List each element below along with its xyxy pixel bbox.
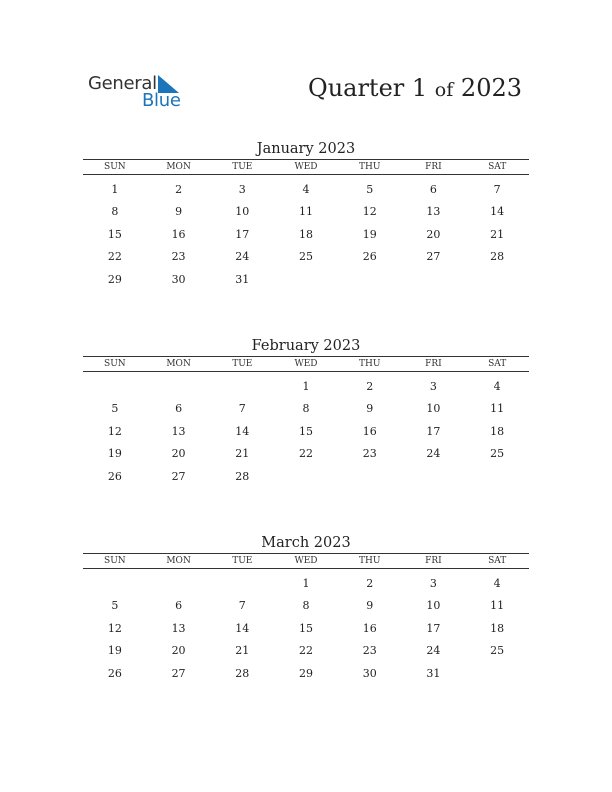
logo	[88, 73, 188, 113]
logo-word-general: General	[88, 73, 157, 94]
weekday-header	[83, 159, 529, 175]
day-cell: 23	[362, 644, 377, 658]
day-cell-empty	[83, 573, 147, 595]
day-cell: 28	[490, 250, 505, 264]
day-cell: 8	[111, 205, 119, 219]
day-cell: 9	[366, 599, 374, 613]
day-cell: 6	[175, 599, 183, 613]
day-cell: 6	[175, 402, 183, 416]
day-cell-empty	[147, 573, 211, 595]
year-label: 2023	[460, 74, 522, 102]
weekday-mon: MON	[166, 556, 191, 566]
day-cell: 22	[107, 250, 122, 264]
day-cell: 12	[107, 621, 122, 635]
day-cell: 24	[426, 447, 441, 461]
day-cell: 7	[238, 402, 246, 416]
day-cell: 28	[235, 666, 250, 680]
day-cell: 16	[362, 621, 377, 635]
day-cell: 18	[298, 227, 313, 241]
weekday-fri: FRI	[425, 359, 442, 369]
day-cell: 15	[298, 621, 313, 635]
page-title	[308, 74, 522, 102]
month-march	[83, 532, 529, 685]
day-cell: 15	[298, 424, 313, 438]
day-cell: 12	[362, 205, 377, 219]
weekday-wed: WED	[294, 556, 318, 566]
day-cell: 13	[426, 205, 441, 219]
day-cell: 17	[426, 424, 441, 438]
day-cell: 31	[235, 272, 250, 286]
day-cell: 17	[426, 621, 441, 635]
day-cell: 24	[235, 250, 250, 264]
day-cell: 19	[107, 447, 122, 461]
day-cell: 4	[493, 380, 501, 393]
day-cell: 2	[366, 380, 374, 393]
day-cell: 11	[298, 205, 313, 219]
day-cell: 13	[171, 621, 186, 635]
day-cell: 20	[171, 447, 186, 461]
day-cell: 29	[298, 666, 313, 680]
day-cell-empty	[83, 376, 147, 398]
month-title: January 2023	[256, 141, 356, 157]
day-cell: 3	[429, 577, 437, 590]
day-cell: 17	[235, 227, 250, 241]
weekday-thu: THU	[359, 556, 381, 566]
day-grid	[83, 573, 529, 685]
day-cell: 14	[235, 424, 250, 438]
day-cell: 27	[171, 469, 186, 483]
weekday-mon: MON	[166, 359, 191, 369]
weekday-fri: FRI	[425, 162, 442, 172]
day-cell: 14	[235, 621, 250, 635]
weekday-thu: THU	[359, 162, 381, 172]
day-cell: 8	[302, 402, 310, 416]
day-cell: 31	[426, 666, 441, 680]
day-cell: 5	[111, 402, 119, 416]
day-grid	[83, 179, 529, 291]
day-cell: 20	[171, 644, 186, 658]
weekday-wed: WED	[294, 162, 318, 172]
day-cell: 27	[426, 250, 441, 264]
day-cell: 7	[238, 599, 246, 613]
day-cell: 27	[171, 666, 186, 680]
quarter-label: Quarter 1	[308, 74, 428, 102]
weekday-header	[83, 553, 529, 569]
day-cell: 9	[366, 402, 374, 416]
day-cell: 18	[490, 621, 505, 635]
day-cell: 20	[426, 227, 441, 241]
weekday-sat: SAT	[488, 359, 507, 369]
day-cell: 26	[107, 469, 122, 483]
weekday-wed: WED	[294, 359, 318, 369]
weekday-header	[83, 356, 529, 372]
day-cell: 29	[107, 272, 122, 286]
weekday-thu: THU	[359, 359, 381, 369]
day-cell: 23	[362, 447, 377, 461]
day-cell: 2	[366, 577, 374, 590]
month-january	[83, 138, 529, 291]
of-label: of	[434, 79, 454, 101]
day-cell: 30	[171, 272, 186, 286]
day-cell: 18	[490, 424, 505, 438]
day-cell-empty	[210, 376, 274, 398]
day-grid	[83, 376, 529, 488]
day-cell: 22	[298, 644, 313, 658]
weekday-sun: SUN	[104, 162, 126, 172]
day-cell: 12	[107, 424, 122, 438]
day-cell: 19	[362, 227, 377, 241]
day-cell: 25	[490, 644, 505, 658]
day-cell: 21	[235, 447, 250, 461]
day-cell: 26	[107, 666, 122, 680]
weekday-sat: SAT	[488, 556, 507, 566]
day-cell: 11	[490, 599, 505, 613]
weekday-mon: MON	[166, 162, 191, 172]
weekday-sat: SAT	[488, 162, 507, 172]
weekday-tue: TUE	[232, 556, 253, 566]
weekday-tue: TUE	[232, 359, 253, 369]
day-cell: 1	[111, 183, 119, 196]
day-cell: 6	[429, 183, 437, 196]
day-cell: 3	[429, 380, 437, 393]
day-cell: 21	[235, 644, 250, 658]
day-cell: 8	[302, 599, 310, 613]
day-cell: 30	[362, 666, 377, 680]
weekday-tue: TUE	[232, 162, 253, 172]
day-cell: 4	[302, 183, 310, 196]
day-cell: 15	[107, 227, 122, 241]
day-cell: 16	[362, 424, 377, 438]
day-cell: 14	[490, 205, 505, 219]
day-cell: 7	[493, 183, 501, 196]
day-cell: 10	[235, 205, 250, 219]
logo-word-blue: Blue	[142, 90, 181, 111]
day-cell-empty	[210, 573, 274, 595]
day-cell: 4	[493, 577, 501, 590]
day-cell: 28	[235, 469, 250, 483]
month-title: March 2023	[261, 535, 351, 551]
month-february	[83, 335, 529, 488]
weekday-fri: FRI	[425, 556, 442, 566]
day-cell: 16	[171, 227, 186, 241]
day-cell: 5	[366, 183, 374, 196]
day-cell: 22	[298, 447, 313, 461]
month-title: February 2023	[251, 338, 361, 354]
day-cell: 2	[175, 183, 183, 196]
day-cell: 1	[302, 380, 310, 393]
day-cell: 9	[175, 205, 183, 219]
day-cell: 3	[238, 183, 246, 196]
day-cell: 10	[426, 599, 441, 613]
weekday-sun: SUN	[104, 359, 126, 369]
day-cell: 25	[490, 447, 505, 461]
day-cell: 26	[362, 250, 377, 264]
weekday-sun: SUN	[104, 556, 126, 566]
day-cell: 10	[426, 402, 441, 416]
day-cell-empty	[147, 376, 211, 398]
day-cell: 1	[302, 577, 310, 590]
day-cell: 25	[298, 250, 313, 264]
day-cell: 13	[171, 424, 186, 438]
day-cell: 19	[107, 644, 122, 658]
day-cell: 11	[490, 402, 505, 416]
day-cell: 23	[171, 250, 186, 264]
day-cell: 21	[490, 227, 505, 241]
day-cell: 24	[426, 644, 441, 658]
day-cell: 5	[111, 599, 119, 613]
